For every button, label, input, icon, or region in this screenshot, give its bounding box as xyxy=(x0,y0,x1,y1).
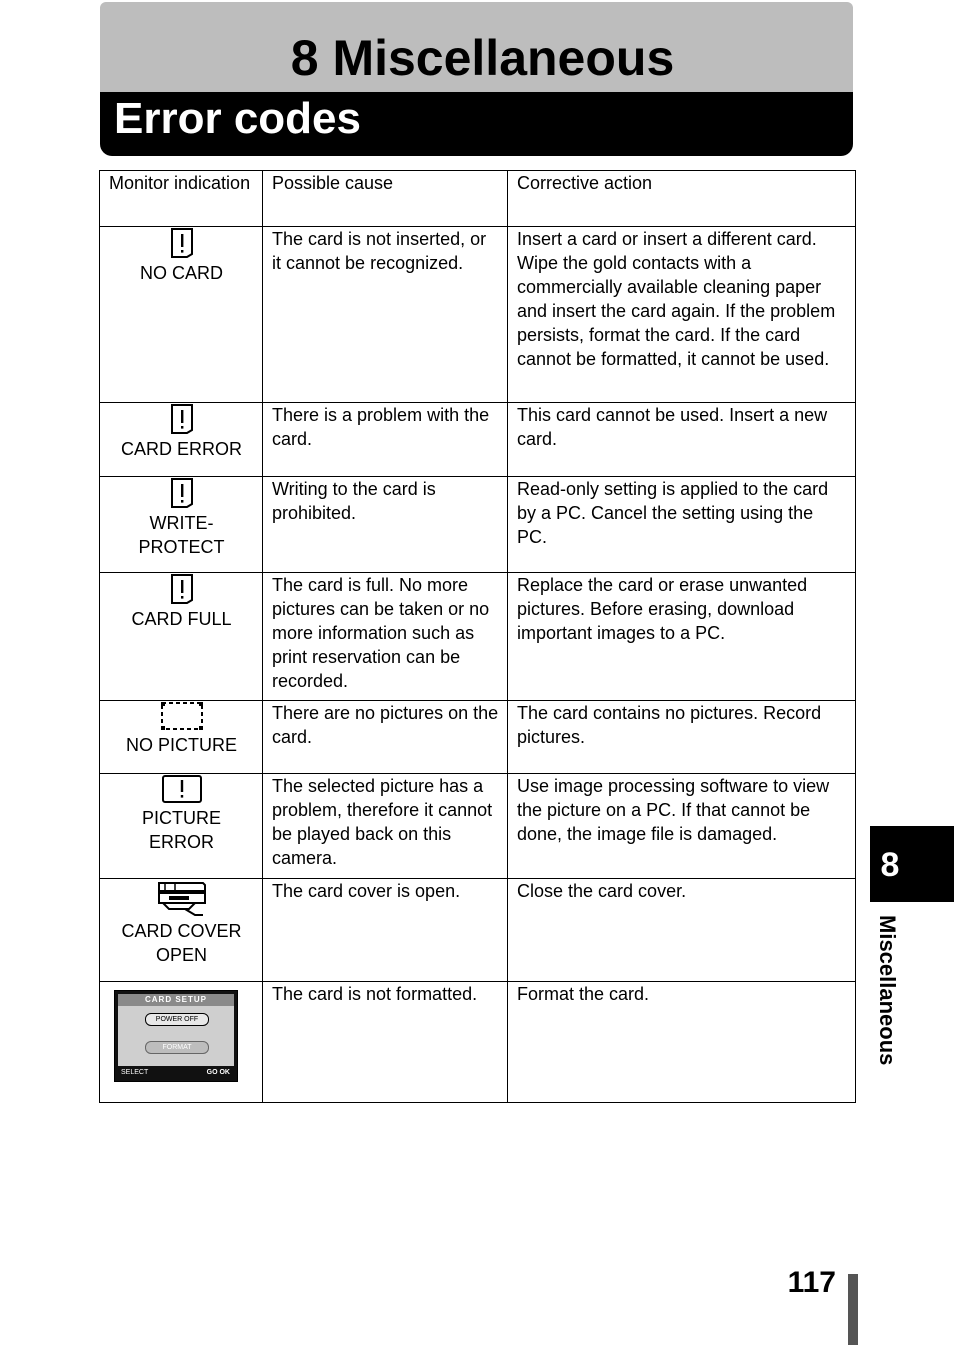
possible-cause-cell: The card is not inserted, or it cannot be recognized. xyxy=(263,227,508,403)
chapter-title: 8 Miscellaneous xyxy=(290,30,675,86)
indication-label: CARD ERROR xyxy=(120,439,242,459)
corrective-action-cell: Read-only setting is applied to the card by a PC. Cancel the setting using the PC. xyxy=(508,477,856,573)
monitor-indication-cell xyxy=(100,774,263,879)
monitor-indication-cell xyxy=(100,227,263,403)
select-hint: SELECT xyxy=(121,1069,149,1076)
error-codes-table xyxy=(99,170,856,1103)
corrective-action-cell: Close the card cover. xyxy=(508,879,856,982)
table-row xyxy=(100,477,856,573)
table-row xyxy=(100,227,856,403)
card-setup-screen xyxy=(114,990,238,1082)
chapter-tab xyxy=(870,826,954,902)
empty-picture-icon xyxy=(160,701,204,731)
possible-cause-cell: The card is not formatted. xyxy=(263,982,508,1103)
possible-cause-cell: The card is full. No more pictures can be taken or no more information such as print reservation can be recorded. xyxy=(263,573,508,701)
monitor-indication-cell xyxy=(100,477,263,573)
possible-cause-cell: There are no pictures on the card. xyxy=(263,701,508,774)
table-row xyxy=(100,701,856,774)
card-exclamation-icon xyxy=(170,477,194,509)
format-option: FORMAT xyxy=(145,1041,209,1054)
header-monitor-indication: Monitor indication xyxy=(100,171,263,227)
possible-cause-cell: Writing to the card is prohibited. xyxy=(263,477,508,573)
table-header-row xyxy=(100,171,856,227)
chapter-side-label: Miscellaneous xyxy=(875,915,900,1066)
card-cover-open-icon xyxy=(155,879,209,917)
table-row xyxy=(100,982,856,1103)
indication-label xyxy=(109,511,254,559)
monitor-indication-cell xyxy=(100,879,263,982)
card-exclamation-icon xyxy=(170,573,194,605)
corrective-action-cell: The card contains no pictures. Record pictures. xyxy=(508,701,856,774)
section-title: Error codes xyxy=(114,94,361,143)
page-number: 117 xyxy=(787,1266,836,1299)
chapter-tab-number: 8 xyxy=(880,846,900,884)
header-corrective-action: Corrective action xyxy=(508,171,856,227)
corrective-action-cell: This card cannot be used. Insert a new card. xyxy=(508,403,856,477)
indication-label: NO PICTURE xyxy=(125,735,237,755)
corrective-action-cell: Use image processing software to view the picture on a PC. If that cannot be done, the image file is damaged. xyxy=(508,774,856,879)
possible-cause-cell: The selected picture has a problem, therefore it cannot be played back on this camera. xyxy=(263,774,508,879)
go-ok-hint: GO OK xyxy=(206,1069,230,1076)
table-row xyxy=(100,403,856,477)
page-number-bar xyxy=(848,1274,858,1345)
header-possible-cause: Possible cause xyxy=(263,171,508,227)
card-exclamation-icon xyxy=(170,403,194,435)
possible-cause-cell: There is a problem with the card. xyxy=(263,403,508,477)
power-off-option: POWER OFF xyxy=(145,1013,209,1026)
indication-label: NO CARD xyxy=(139,263,223,283)
picture-exclamation-icon xyxy=(161,774,203,804)
card-exclamation-icon xyxy=(170,227,194,259)
monitor-indication-cell xyxy=(100,573,263,701)
corrective-action-cell: Format the card. xyxy=(508,982,856,1103)
indication-label: PICTURE ERROR xyxy=(141,808,221,852)
possible-cause-cell: The card cover is open. xyxy=(263,879,508,982)
table-row xyxy=(100,774,856,879)
indication-label: CARD COVER OPEN xyxy=(121,921,242,965)
indication-label: CARD FULL xyxy=(131,609,232,629)
corrective-action-cell: Insert a card or insert a different card. Wipe the gold contacts with a commercially available cleaning paper and insert the card again. If the problem persists, format the card. If the card cannot be formatted, it cannot be used. xyxy=(508,227,856,403)
monitor-indication-cell xyxy=(100,403,263,477)
indication-label-line: WRITE- PROTECT xyxy=(138,513,225,557)
table-row xyxy=(100,879,856,982)
table-row xyxy=(100,573,856,701)
card-setup-title: CARD SETUP xyxy=(118,994,234,1006)
monitor-indication-cell xyxy=(100,701,263,774)
card-setup-footer xyxy=(118,1068,234,1078)
monitor-indication-cell xyxy=(100,982,263,1103)
corrective-action-cell: Replace the card or erase unwanted pictures. Before erasing, download important images to a PC. xyxy=(508,573,856,701)
